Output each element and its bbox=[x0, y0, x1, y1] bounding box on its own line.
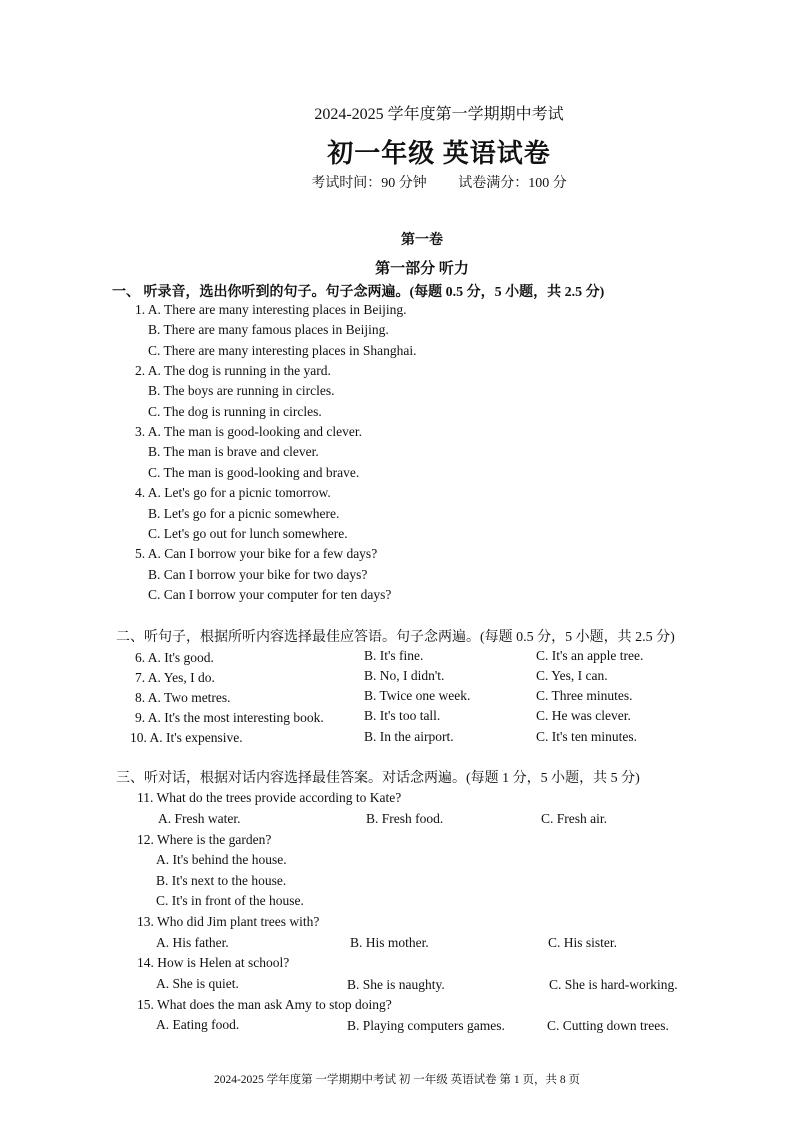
option: C. Fresh air. bbox=[541, 811, 607, 826]
option: B. Playing computers games. bbox=[347, 1018, 505, 1033]
option: A. His father. bbox=[156, 935, 229, 950]
volume-heading: 第一卷 bbox=[401, 233, 443, 248]
list-item: B. Let's go for a picnic somewhere. bbox=[148, 506, 340, 521]
table-cell: C. It's an apple tree. bbox=[536, 648, 644, 663]
list-item: B. There are many famous places in Beijing. bbox=[148, 322, 389, 337]
question-13: 13. Who did Jim plant trees with? bbox=[137, 914, 320, 929]
option: C. It's in front of the house. bbox=[156, 893, 304, 908]
table-cell: 9. A. It's the most interesting book. bbox=[135, 710, 324, 725]
list-item: C. The man is good-looking and brave. bbox=[148, 465, 360, 480]
list-item: 4. A. Let's go for a picnic tomorrow. bbox=[135, 485, 331, 500]
table-cell: B. It's fine. bbox=[364, 648, 424, 663]
table-cell: 6. A. It's good. bbox=[135, 650, 214, 665]
list-item: C. Let's go out for lunch somewhere. bbox=[148, 526, 348, 541]
exam-title: 2024-2025 学年度第一学期期中考试 bbox=[314, 106, 564, 123]
question-11: 11. What do the trees provide according to Kate? bbox=[137, 790, 402, 805]
table-cell: C. He was clever. bbox=[536, 708, 631, 723]
list-item: C. The dog is running in circles. bbox=[148, 404, 322, 419]
table-cell: B. In the airport. bbox=[364, 729, 454, 744]
option: B. Fresh food. bbox=[366, 811, 444, 826]
option: C. She is hard-working. bbox=[549, 977, 678, 992]
exam-time: 考试时间：90 分钟 bbox=[311, 176, 427, 191]
list-item: 3. A. The man is good-looking and clever. bbox=[135, 424, 362, 439]
option: B. She is naughty. bbox=[347, 977, 445, 992]
list-item: B. The man is brave and clever. bbox=[148, 444, 319, 459]
section3-title: 三、听对话，根据对话内容选择最佳答案。对话念两遍。(每题 1 分，5 小题，共 5 分) bbox=[116, 771, 640, 786]
exam-score: 试卷满分：100 分 bbox=[458, 176, 567, 191]
table-cell: C. It's ten minutes. bbox=[536, 729, 638, 744]
part-heading: 第一部分 听力 bbox=[375, 261, 469, 277]
option: A. She is quiet. bbox=[156, 976, 239, 991]
table-cell: B. Twice one week. bbox=[364, 688, 471, 703]
table-cell: B. It's too tall. bbox=[364, 708, 441, 723]
option: A. It's behind the house. bbox=[156, 852, 287, 867]
list-item: 1. A. There are many interesting places in Beijing. bbox=[135, 302, 407, 317]
list-item: C. There are many interesting places in Shanghai. bbox=[148, 343, 417, 358]
question-15: 15. What does the man ask Amy to stop doing? bbox=[137, 997, 392, 1012]
option: B. It's next to the house. bbox=[156, 873, 287, 888]
table-cell: B. No, I didn't. bbox=[364, 668, 445, 683]
question-14: 14. How is Helen at school? bbox=[137, 955, 290, 970]
option: C. Cutting down trees. bbox=[547, 1018, 669, 1033]
list-item: B. The boys are running in circles. bbox=[148, 383, 335, 398]
table-cell: 10. A. It's expensive. bbox=[130, 730, 243, 745]
table-cell: 7. A. Yes, I do. bbox=[135, 670, 215, 685]
option: A. Fresh water. bbox=[158, 811, 241, 826]
option: A. Eating food. bbox=[156, 1017, 240, 1032]
question-12: 12. Where is the garden? bbox=[137, 832, 272, 847]
list-item: B. Can I borrow your bike for two days? bbox=[148, 567, 368, 582]
list-item: 2. A. The dog is running in the yard. bbox=[135, 363, 331, 378]
option: C. His sister. bbox=[548, 935, 618, 950]
option: B. His mother. bbox=[350, 935, 429, 950]
table-cell: C. Three minutes. bbox=[536, 688, 633, 703]
paper-title: 初一年级 英语试卷 bbox=[327, 139, 551, 168]
list-item: 5. A. Can I borrow your bike for a few days? bbox=[135, 546, 378, 561]
table-cell: C. Yes, I can. bbox=[536, 668, 608, 683]
exam-info bbox=[0, 172, 794, 192]
section2-title: 二、听句子，根据所听内容选择最佳应答语。句子念两遍。(每题 0.5 分，5 小题，共 2.5 分) bbox=[116, 630, 675, 645]
page-footer: 2024-2025 学年度第 一学期期中考试 初 一年级 英语试卷 第 1 页，共 8 页 bbox=[213, 1074, 581, 1086]
table-cell: 8. A. Two metres. bbox=[135, 690, 231, 705]
section1-title: 一、 听录音，选出你听到的句子。句子念两遍。(每题 0.5 分，5 小题，共 2.5 分) bbox=[112, 285, 605, 300]
list-item: C. Can I borrow your computer for ten days? bbox=[148, 587, 392, 602]
